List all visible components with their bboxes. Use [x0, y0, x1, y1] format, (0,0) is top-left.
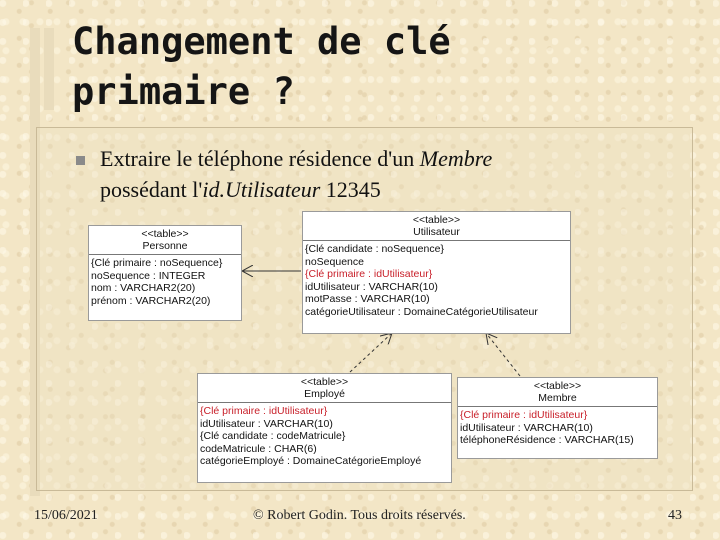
table-name: Utilisateur — [413, 226, 460, 238]
attribute-row: {Clé primaire : noSequence} — [91, 257, 223, 269]
attribute-row-primary-key: {Clé primaire : idUtilisateur} — [305, 268, 433, 280]
bullet-text-italic: Membre — [419, 146, 493, 171]
stereotype-label: <<table>> — [412, 214, 461, 226]
dependency-arrow-employe-utilisateur — [350, 333, 392, 372]
uml-table-utilisateur — [302, 211, 571, 334]
attribute-row: codeMatricule : CHAR(6) — [200, 442, 317, 455]
attribute-row: prénom : VARCHAR2(20) — [91, 294, 211, 307]
attribute-row: motPasse : VARCHAR(10) — [305, 293, 430, 305]
attribute-row: nom : VARCHAR2(20) — [91, 282, 196, 294]
bullet-text-plain: 12345 — [320, 177, 381, 202]
stereotype-label: <<table>> — [141, 228, 189, 240]
table-name: Employé — [304, 388, 345, 400]
bullet-text-plain: possédant l' — [100, 177, 203, 202]
dependency-arrow-membre-utilisateur — [486, 333, 520, 376]
stereotype-label: <<table>> — [533, 380, 582, 392]
attribute-row: catégorieEmployé : DomaineCatégorieEmployé — [200, 455, 422, 467]
uml-table-employe — [197, 373, 452, 483]
uml-table-personne — [88, 225, 242, 321]
attribute-row-primary-key: {Clé primaire : idUtilisateur} — [200, 405, 328, 417]
uml-table-attributes — [303, 241, 570, 318]
attribute-row: téléphoneRésidence : VARCHAR(15) — [460, 434, 634, 446]
attribute-row: noSequence : INTEGER — [91, 269, 206, 282]
uml-table-header — [303, 212, 570, 241]
uml-table-membre — [457, 377, 658, 459]
uml-table-attributes — [198, 403, 451, 468]
uml-table-header — [89, 226, 241, 255]
stereotype-label: <<table>> — [300, 376, 349, 388]
table-name: Membre — [538, 392, 577, 404]
slide-title-line-1: Changement de clé — [72, 20, 451, 63]
attribute-row: catégorieUtilisateur : DomaineCatégorieUtilisateur — [305, 305, 538, 318]
table-name: Personne — [142, 240, 188, 252]
footer-copyright: © Robert Godin. Tous droits réservés. — [253, 508, 466, 523]
attribute-row: noSequence — [305, 255, 364, 268]
attribute-row: idUtilisateur : VARCHAR(10) — [305, 280, 438, 293]
footer-page-number: 43 — [668, 508, 682, 523]
uml-table-header — [458, 378, 657, 407]
slide-title-line-2: primaire ? — [72, 70, 295, 113]
attribute-row-primary-key: {Clé primaire : idUtilisateur} — [460, 409, 588, 421]
attribute-row: {Clé candidate : codeMatricule} — [200, 430, 346, 442]
attribute-row: {Clé candidate : noSequence} — [305, 243, 444, 255]
bullet-text-plain: Extraire le téléphone résidence d'un — [100, 146, 420, 171]
uml-table-attributes — [458, 407, 657, 447]
attribute-row: idUtilisateur : VARCHAR(10) — [460, 421, 593, 434]
bullet-text-italic: id.Utilisateur — [202, 177, 321, 202]
footer-date: 15/06/2021 — [34, 508, 98, 523]
attribute-row: idUtilisateur : VARCHAR(10) — [200, 417, 333, 430]
uml-table-header — [198, 374, 451, 403]
uml-table-attributes — [89, 255, 241, 307]
